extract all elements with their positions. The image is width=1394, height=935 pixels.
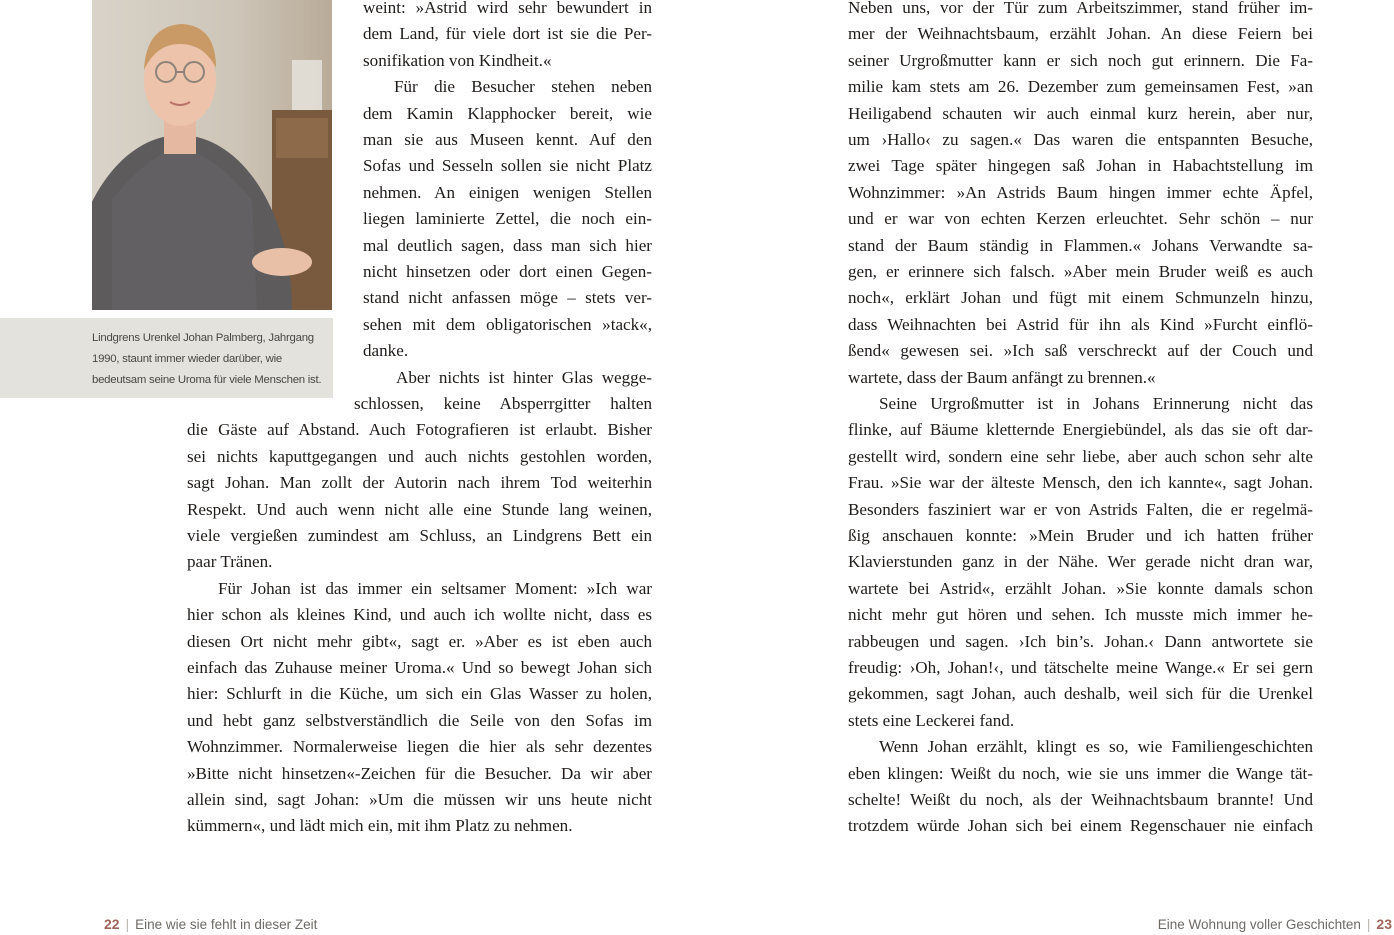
- text-line: Klavierstunden ganz in der Nähe. Wer gerade nicht dran war,: [848, 552, 1313, 572]
- portrait-photo: [92, 0, 332, 310]
- text-line: Für Johan ist das immer ein seltsamer Moment: »Ich war: [218, 578, 652, 598]
- text-line: mer der Weihnachtsbaum, erzählt Johan. An diese Feiern bei: [848, 24, 1313, 44]
- text-line: danke.: [363, 341, 409, 361]
- text-line: rabbeugen und sagen. ›Ich bin’s. Johan.‹ Dann antwortete sie: [848, 631, 1313, 651]
- text-line: noch«, erklärt Johan und fügt mit einem Schmunzeln hinzu,: [848, 288, 1313, 308]
- text-line: kümmern«, und lädt mich ein, mit ihm Platz zu nehmen.: [187, 816, 573, 836]
- footer-separator: |: [1366, 917, 1371, 932]
- text-line: schelte! Weißt du noch, als der Weihnachtsbaum brannte! Und: [848, 790, 1313, 809]
- text-line: dem Kamin Klapphocker bereit, wie: [363, 103, 652, 123]
- text-line: hier schon als kleines Kind, und auch ich wollte nicht, dass es: [187, 605, 652, 625]
- text-line: Wenn Johan erzählt, klingt es so, wie Familiengeschichten: [879, 737, 1313, 757]
- text-line: mal deutlich sagen, dass man sich hier: [363, 235, 652, 255]
- text-line: wartete, dass der Baum anfängt zu brennen.«: [848, 367, 1156, 387]
- text-line: stand nicht anfassen möge – stets ver-: [363, 288, 652, 308]
- text-line: die Gäste auf Abstand. Auch Fotografieren ist erlaubt. Bisher: [187, 420, 652, 440]
- text-line: seiner Urgroßmutter kann er sich noch gut erinnern. Die Fa-: [848, 50, 1313, 70]
- text-line: stand der Baum ständig in Flammen.« Johans Verwandte sa-: [848, 235, 1313, 255]
- text-line: Besonders fasziniert war er von Astrids Falten, die er regelmä-: [848, 499, 1313, 519]
- text-line: gestellt wird, sondern eine sehr liebe, aber auch schon sehr alte: [848, 446, 1313, 466]
- text-line: wartete bei Astrid«, erzählt Johan. »Sie konnte damals schon: [848, 578, 1313, 598]
- text-line: nicht hinsetzen oder dort einen Gegen-: [363, 262, 652, 281]
- text-line: um ›Hallo‹ zu sagen.« Das waren die entspannten Besuche,: [848, 130, 1313, 149]
- text-line: dem Land, für viele dort ist sie die Per-: [363, 24, 652, 44]
- text-line: gen, er erinnere sich falsch. »Aber mein Bruder weiß es auch: [848, 262, 1313, 281]
- text-line: viele vergießen zumindest am Schluss, an Lindgrens Bett ein: [187, 526, 652, 545]
- text-line: stets eine Leckerei fand.: [848, 710, 1015, 730]
- text-line: eben klingen: Weißt du noch, wie sie uns immer die Wange tät-: [848, 763, 1313, 783]
- text-line: liegen laminierte Zettel, die noch ein-: [363, 209, 652, 229]
- text-line: Wohnzimmer: »An Astrids Baum hingen immer echte Äpfel,: [848, 182, 1313, 202]
- text-line: sagt Johan. Man zollt der Autorin nach ihrem Tod weiterhin: [187, 473, 652, 493]
- text-line: Seine Urgroßmutter ist in Johans Erinnerung nicht das: [879, 394, 1313, 413]
- text-line: Neben uns, vor der Tür zum Arbeitszimmer, stand früher im-: [848, 0, 1313, 17]
- footer-left: [104, 914, 317, 935]
- text-line: sonifikation von Kindheit.«: [363, 50, 552, 70]
- text-line: weint: »Astrid wird sehr bewundert in: [363, 0, 652, 17]
- text-line: flinke, auf Bäume kletternde Energiebündel, als das sie oft dar-: [848, 420, 1313, 440]
- photo-caption: Lindgrens Urenkel Johan Palmberg, Jahrgang 1990, staunt immer wieder darüber, wie bedeutsam seine Uroma für viele Menschen ist.: [92, 332, 322, 386]
- text-line: man sie aus Museen kennt. Auf den: [363, 130, 652, 149]
- text-line: Frau. »Sie war der älteste Mensch, den ich kannte«, sagt Johan.: [848, 473, 1313, 493]
- text-line: und er war von echten Kerzen erleuchtet. Sehr schön – nur: [848, 209, 1313, 229]
- text-line: hier: Schlurft in die Küche, um sich ein Glas Wasser zu holen,: [187, 684, 652, 704]
- text-line: ßend« gewesen sei. »Ich saß verschreckt auf der Couch und: [848, 341, 1313, 361]
- text-line: allein sind, sagt Johan: »Um die müssen wir uns heute nicht: [187, 790, 652, 809]
- text-line: paar Tränen.: [187, 552, 273, 572]
- left-running-title: Eine wie sie fehlt in dieser Zeit: [135, 917, 318, 932]
- text-line: sei nichts kaputtgegangen und auch nichts gestohlen worden,: [187, 446, 652, 466]
- text-line: Respekt. Und auch wenn nicht alle eine Stunde lang weinen,: [187, 499, 652, 519]
- text-line: nicht mehr gut hören und sehen. Ich musste mich immer he-: [848, 605, 1313, 625]
- text-line: trotzdem würde Johan sich bei einem Regenschauer nie einfach: [848, 816, 1313, 836]
- footer-right: [1158, 914, 1392, 935]
- text-line: freudig: ›Oh, Johan!‹, und tätschelte meine Wange.« Er sei gern: [848, 658, 1313, 677]
- text-line: nehmen. An einigen wenigen Stellen: [363, 182, 652, 202]
- text-line: Sofas und Sesseln sollen sie nicht Platz: [363, 156, 652, 176]
- left-page-number: 22: [104, 916, 120, 932]
- footer-separator: |: [125, 917, 130, 932]
- text-line: zwei Tage später hingegen saß Johan in Habachtstellung im: [848, 156, 1313, 176]
- text-line: Aber nichts ist hinter Glas wegge-: [396, 367, 652, 387]
- text-line: sehen mit dem obligatorischen »tack«,: [363, 314, 652, 334]
- text-line: ßig anschauen konnte: »Mein Bruder und ich hatten früher: [848, 526, 1313, 545]
- right-page-number: 23: [1376, 916, 1392, 932]
- text-line: und hebt ganz selbstverständlich die Seile von den Sofas im: [187, 710, 652, 730]
- text-line: Wohnzimmer. Normalerweise liegen die hier als sehr dezentes: [187, 737, 652, 757]
- text-line: dass Weihnachten bei Astrid für ihn als Kind »Furcht einflö-: [848, 314, 1313, 334]
- text-line: milie kam stets am 26. Dezember zum gemeinsamen Fest, »an: [848, 77, 1313, 97]
- text-line: einfach das Zuhause meiner Uroma.« Und so bewegt Johan sich: [187, 658, 652, 677]
- right-running-title: Eine Wohnung voller Geschichten: [1157, 917, 1361, 932]
- text-line: schlossen, keine Absperrgitter halten: [354, 394, 652, 413]
- text-line: diesen Ort nicht mehr gibt«, sagt er. »Aber es ist eben auch: [187, 631, 652, 651]
- text-line: Für die Besucher stehen neben: [394, 77, 652, 97]
- text-line: gekommen, sagt Johan, auch deshalb, weil sich für die Urenkel: [848, 684, 1313, 704]
- text-line: »Bitte nicht hinsetzen«-Zeichen für die Besucher. Da wir aber: [187, 763, 652, 783]
- text-line: Heiligabend schauten wir auch einmal kurz herein, aber nur,: [848, 103, 1313, 123]
